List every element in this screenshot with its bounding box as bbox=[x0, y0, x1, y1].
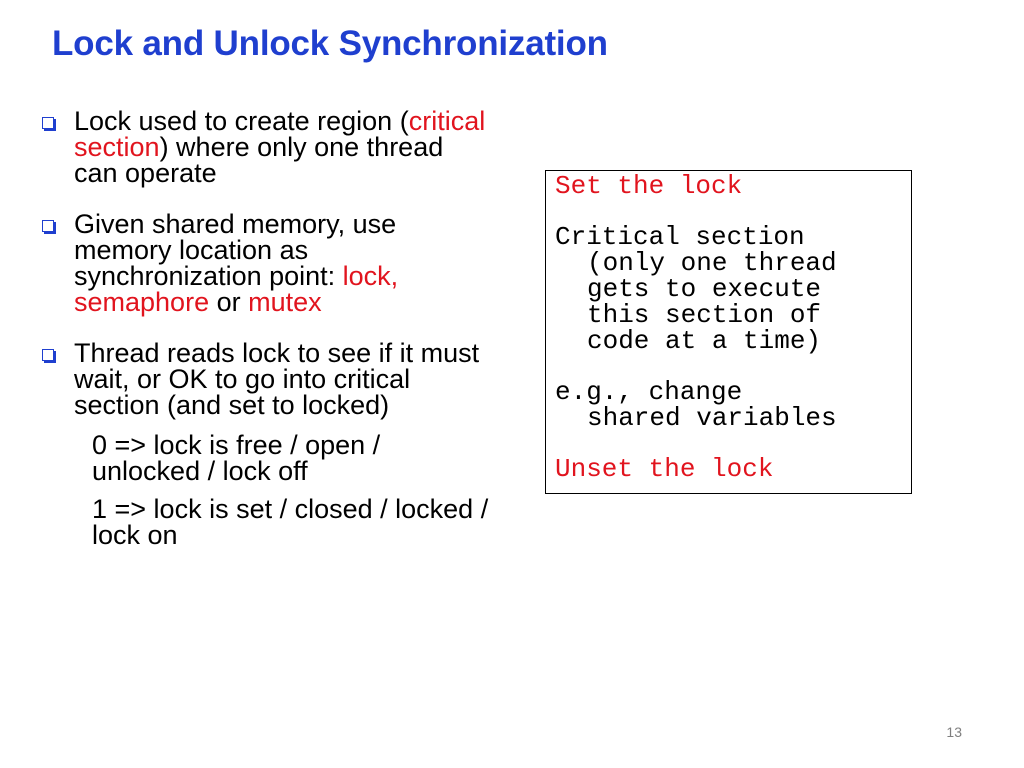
highlight-critical-section: critical section bbox=[74, 106, 486, 162]
code-line: this section of bbox=[587, 300, 822, 330]
code-line: gets to execute bbox=[587, 274, 822, 304]
bullet-list bbox=[40, 108, 490, 573]
highlight-lock: lock, bbox=[342, 261, 399, 291]
bullet-text: Given shared memory, use memory location as synchronization point: bbox=[74, 209, 397, 291]
code-line: shared variables bbox=[587, 403, 837, 433]
sub-item-list bbox=[92, 432, 490, 548]
bullet-item bbox=[40, 211, 490, 315]
code-example bbox=[555, 379, 911, 431]
bullet-text: Thread reads lock to see if it must wait, or OK to go into critical section (and set to locked) bbox=[74, 338, 480, 420]
bullet-text: Lock used to create region ( bbox=[74, 106, 409, 136]
hollow-square-bullet-icon bbox=[42, 220, 54, 232]
code-line: Critical section bbox=[555, 222, 805, 252]
code-critical-section bbox=[555, 224, 911, 354]
highlight-mutex: mutex bbox=[248, 287, 322, 317]
code-unset-lock: Unset the lock bbox=[555, 454, 774, 484]
page-number: 13 bbox=[946, 724, 962, 740]
code-line: (only one thread bbox=[587, 248, 837, 278]
code-line: code at a time) bbox=[587, 326, 822, 356]
code-box bbox=[545, 170, 912, 494]
sub-item-unlocked: 0 => lock is free / open / unlocked / lock off bbox=[92, 430, 381, 486]
slide-title: Lock and Unlock Synchronization bbox=[52, 24, 608, 63]
bullet-item bbox=[40, 108, 490, 186]
hollow-square-bullet-icon bbox=[42, 349, 54, 361]
sub-item-locked: 1 => lock is set / closed / locked / lock on bbox=[92, 494, 489, 550]
hollow-square-bullet-icon bbox=[42, 117, 54, 129]
bullet-item bbox=[40, 340, 490, 548]
highlight-semaphore: semaphore bbox=[74, 287, 210, 317]
code-set-lock: Set the lock bbox=[555, 171, 743, 201]
bullet-text: ) where only one thread can operate bbox=[74, 132, 444, 188]
bullet-text: or bbox=[209, 287, 249, 317]
code-line: e.g., change bbox=[555, 377, 743, 407]
